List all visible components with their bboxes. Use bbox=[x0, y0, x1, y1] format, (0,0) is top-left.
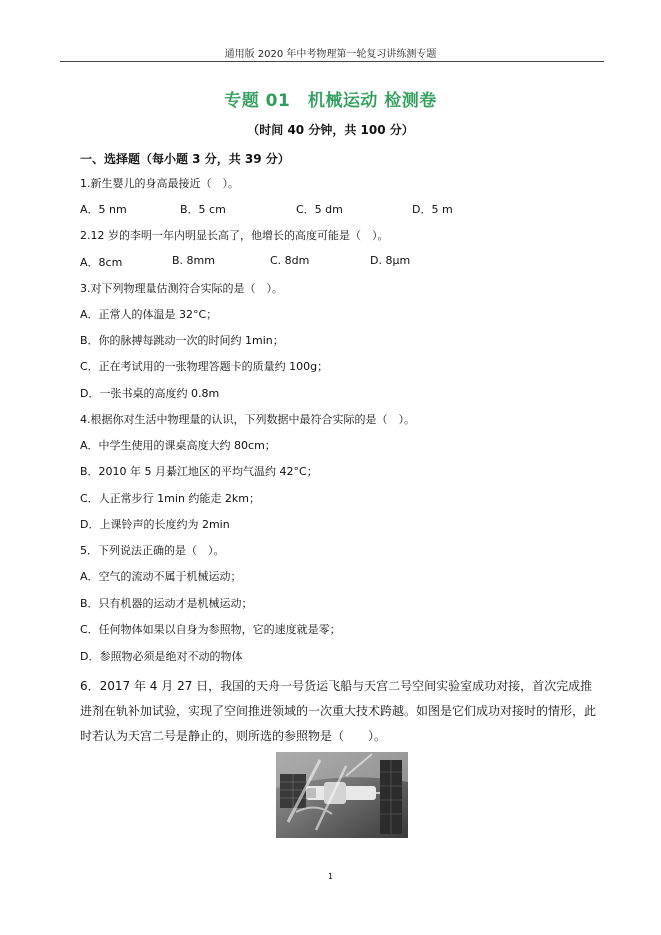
question-1-option-a: A．5 nm bbox=[80, 203, 127, 216]
question-3-option-a: A．正常人的体温是 32°C； bbox=[80, 308, 218, 321]
question-4-option-d: D．上课铃声的长度约为 2min bbox=[80, 518, 230, 531]
page-header: 通用版 2020 年中考物理第一轮复习讲练测专题 bbox=[224, 49, 437, 60]
question-1-stem: 1.新生婴儿的身高最接近（ ）。 bbox=[80, 177, 239, 190]
question-5-stem: 5．下列说法正确的是（ ）。 bbox=[80, 544, 225, 557]
question-2-option-a: A．8cm bbox=[80, 256, 123, 269]
question-5-option-b: B．只有机器的运动才是机械运动； bbox=[80, 597, 253, 610]
question-6-stem: 6．2017 年 4 月 27 日，我国的天舟一号货运飞船与天宫二号空间实验室成功对接，首次完成推进剂在轨补加试验，实现了空间推进领域的一次重大技术跨越。如图是它们成功对接时的情形，此时若认为天宫二号是静止的，则所选的参照物是（ ）。 bbox=[80, 679, 597, 743]
question-2-option-c: C. 8dm bbox=[270, 254, 310, 267]
header-divider bbox=[60, 61, 604, 62]
question-1-option-c: C．5 dm bbox=[296, 203, 343, 216]
question-5-option-c: C．任何物体如果以自身为参照物，它的速度就是零； bbox=[80, 623, 341, 636]
page-subtitle: （时间 40 分钟，共 100 分） bbox=[247, 123, 414, 137]
question-2-option-b: B. 8mm bbox=[172, 254, 215, 267]
question-3-option-d: D．一张书桌的高度约 0.8m bbox=[80, 387, 220, 400]
question-2-option-d: D. 8μm bbox=[370, 254, 411, 267]
question-2-stem: 2.12 岁的李明一年内明显长高了，他增长的高度可能是（ ）。 bbox=[80, 229, 389, 242]
question-4-option-a: A．中学生使用的课桌高度大约 80cm； bbox=[80, 439, 276, 452]
question-3-option-b: B．你的脉搏每跳动一次的时间约 1min； bbox=[80, 334, 284, 347]
question-5-option-d: D．参照物必须是绝对不动的物体 bbox=[80, 650, 243, 663]
question-5-option-a: A．空气的流动不属于机械运动； bbox=[80, 570, 242, 583]
question-3-stem: 3.对下列物理量估测符合实际的是（ ）。 bbox=[80, 282, 283, 295]
question-4-option-c: C．人正常步行 1min 约能走 2km； bbox=[80, 492, 260, 505]
left-solar-panel bbox=[280, 774, 306, 808]
page-title: 专题 01 机械运动 检测卷 bbox=[224, 91, 437, 111]
spacecraft-docking-figure bbox=[276, 752, 408, 838]
question-1-option-d: D．5 m bbox=[412, 203, 453, 216]
question-3-option-c: C．正在考试用的一张物理答题卡的质量约 100g； bbox=[80, 360, 329, 373]
question-1-option-b: B．5 cm bbox=[180, 203, 226, 216]
question-4-stem: 4.根据你对生活中物理量的认识，下列数据中最符合实际的是（ ）。 bbox=[80, 413, 415, 426]
section-heading: 一、选择题（每小题 3 分，共 39 分） bbox=[80, 152, 290, 166]
question-4-option-b: B．2010 年 5 月綦江地区的平均气温约 42°C； bbox=[80, 465, 318, 478]
page-number: 1 bbox=[327, 872, 334, 881]
